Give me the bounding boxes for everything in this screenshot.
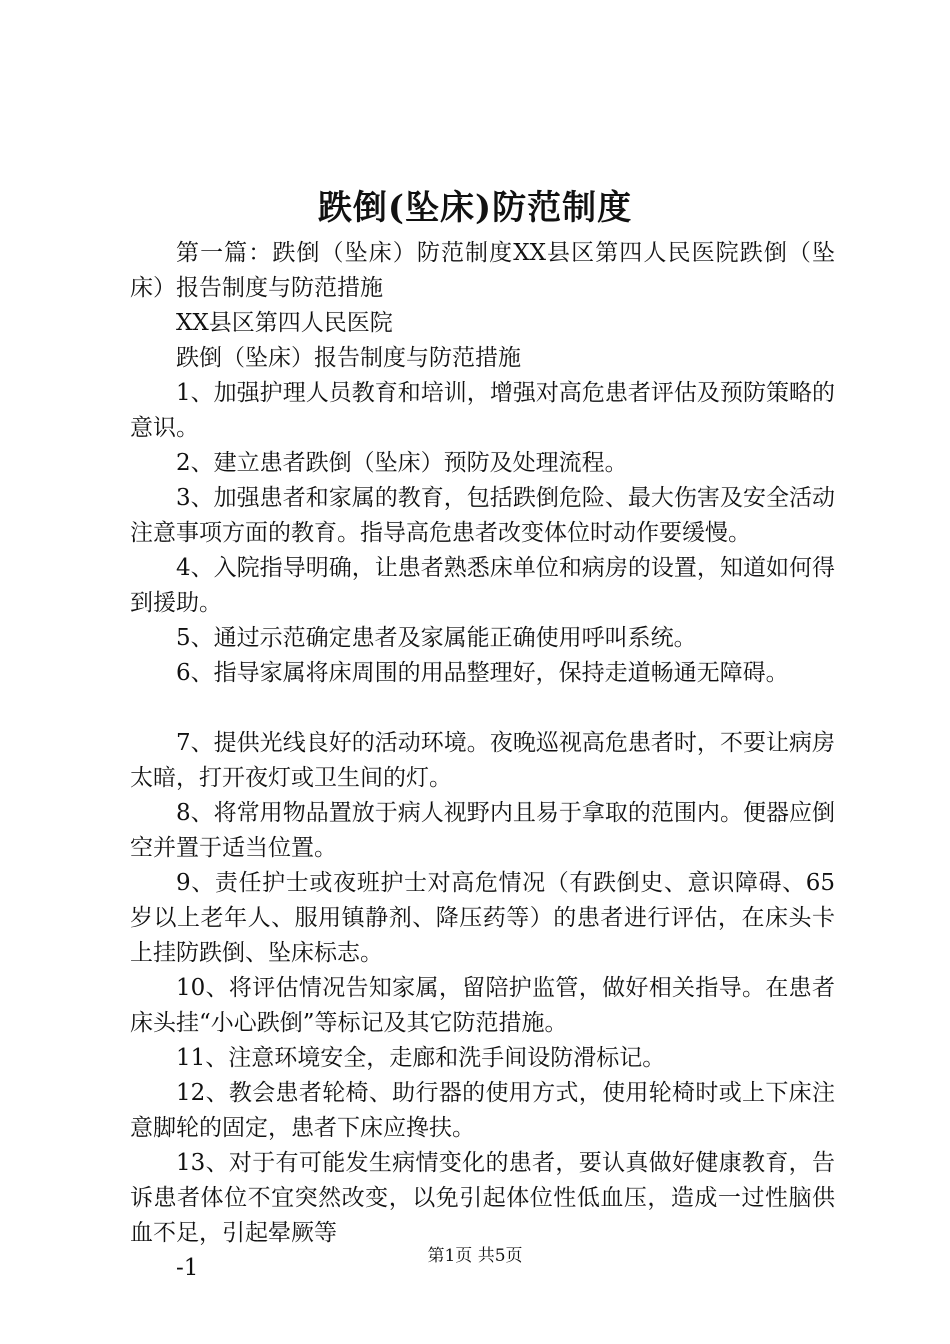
paragraph: 3、加强患者和家属的教育，包括跌倒危险、最大伤害及安全活动注意事项方面的教育。指导高危患者改变体位时动作要缓慢。 bbox=[130, 485, 835, 546]
paragraph: 6、指导家属将床周围的用品整理好，保持走道畅通无障碍。 bbox=[176, 660, 789, 686]
paragraph: 4、入院指导明确，让患者熟悉床单位和病房的设置，知道如何得到援助。 bbox=[130, 555, 835, 616]
page-footer: 第1页 共5页 bbox=[427, 1246, 523, 1266]
document-body bbox=[130, 236, 835, 1286]
paragraph: 7、提供光线良好的活动环境。夜晚巡视高危患者时，不要让病房太暗，打开夜灯或卫生间的灯。 bbox=[130, 730, 835, 791]
paragraph: XX县区第四人民医院 bbox=[176, 310, 393, 336]
paragraph: 5、通过示范确定患者及家属能正确使用呼叫系统。 bbox=[176, 625, 697, 651]
paragraph: 9、责任护士或夜班护士对高危情况（有跌倒史、意识障碍、65岁以上老年人、服用镇静剂、降压药等）的患者进行评估，在床头卡上挂防跌倒、坠床标志。 bbox=[130, 870, 835, 966]
paragraph: 13、对于有可能发生病情变化的患者，要认真做好健康教育，告诉患者体位不宜突然改变，以免引起体位性低血压，造成一过性脑供血不足，引起晕厥等 bbox=[130, 1150, 835, 1246]
paragraph: 跌倒（坠床）报告制度与防范措施 bbox=[176, 345, 521, 371]
paragraph: 8、将常用物品置放于病人视野内且易于拿取的范围内。便器应倒空并置于适当位置。 bbox=[130, 800, 835, 861]
paragraph: 10、将评估情况告知家属，留陪护监管，做好相关指导。在患者床头挂“小心跌倒”等标记及其它防范措施。 bbox=[130, 975, 835, 1036]
paragraph: 2、建立患者跌倒（坠床）预防及处理流程。 bbox=[176, 450, 628, 476]
page-marker: -1 bbox=[176, 1255, 199, 1281]
paragraph: 12、教会患者轮椅、助行器的使用方式，使用轮椅时或上下床注意脚轮的固定，患者下床应搀扶。 bbox=[130, 1080, 835, 1141]
blank-line bbox=[130, 691, 835, 726]
paragraph: 第一篇：跌倒（坠床）防范制度XX县区第四人民医院跌倒（坠床）报告制度与防范措施 bbox=[130, 240, 835, 301]
document-title: 跌倒(坠床)防范制度 bbox=[317, 188, 633, 228]
paragraph: 1、加强护理人员教育和培训，增强对高危患者评估及预防策略的意识。 bbox=[130, 380, 835, 441]
paragraph: 11、注意环境安全，走廊和洗手间设防滑标记。 bbox=[176, 1045, 666, 1071]
